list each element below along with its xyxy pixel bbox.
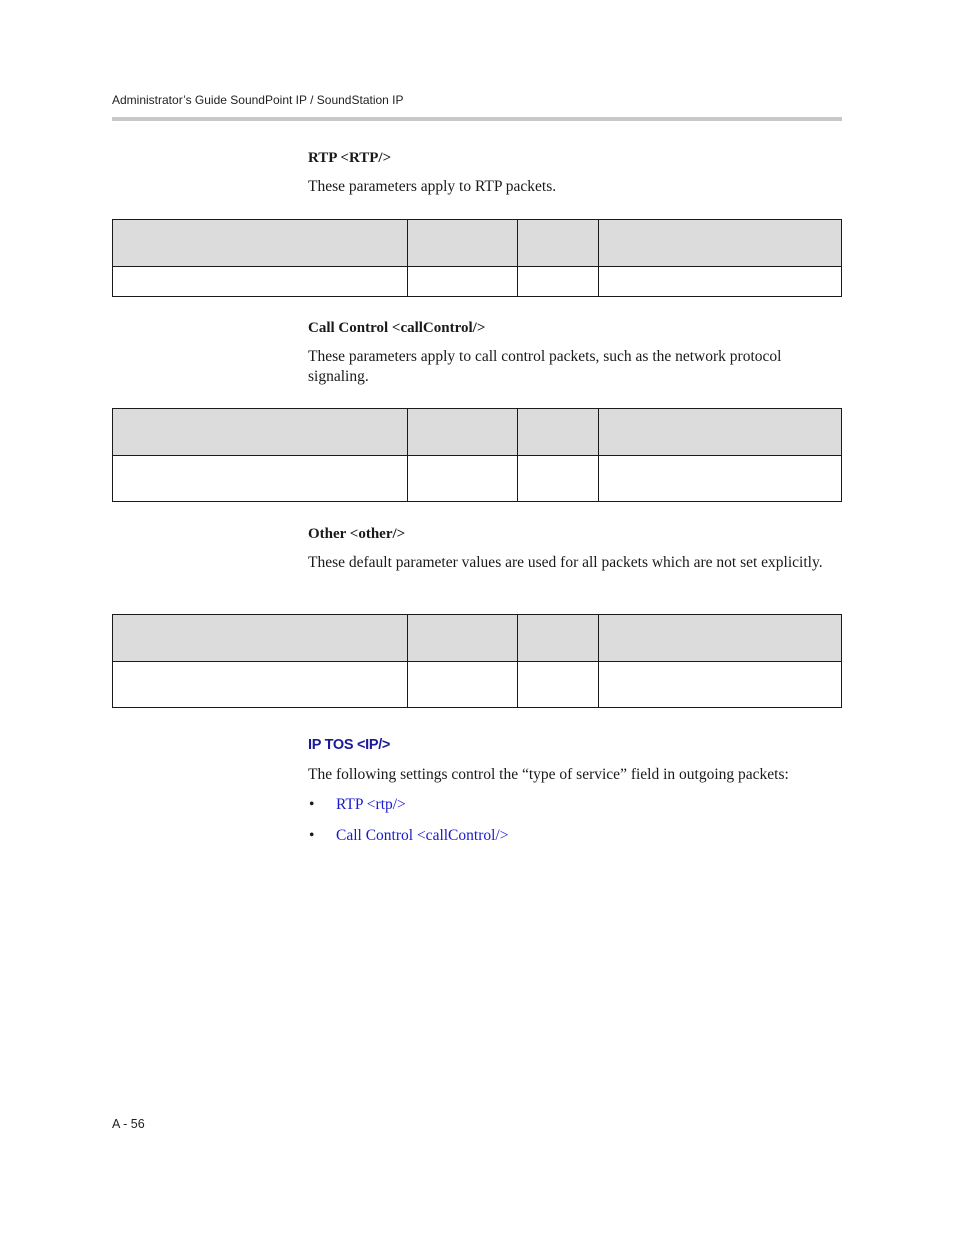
table-row — [113, 267, 842, 297]
table-header-row — [113, 409, 842, 456]
table-header-cell — [518, 615, 599, 662]
page-number: A - 56 — [112, 1117, 145, 1131]
table-header-cell — [599, 615, 842, 662]
other-heading: Other <other/> — [308, 526, 406, 542]
other-table — [112, 614, 842, 708]
table-header-cell — [113, 615, 408, 662]
table-cell — [113, 662, 408, 708]
table-header-cell — [599, 409, 842, 456]
table-cell — [113, 267, 408, 297]
table-cell — [113, 456, 408, 502]
table-header-cell — [113, 409, 408, 456]
table-cell — [408, 662, 518, 708]
table-cell — [599, 662, 842, 708]
bullet-icon: • — [309, 827, 315, 844]
table-row — [113, 456, 842, 502]
ip-tos-description: The following settings control the “type of service” field in outgoing packets: — [308, 766, 789, 783]
table-cell — [518, 662, 599, 708]
table-cell — [599, 456, 842, 502]
call-control-link[interactable]: Call Control <callControl/> — [336, 827, 509, 844]
table-header-cell — [408, 220, 518, 267]
table-cell — [518, 456, 599, 502]
rtp-link[interactable]: RTP <rtp/> — [336, 796, 406, 813]
other-description: These default parameter values are used for all packets which are not set explicitly. — [308, 554, 823, 571]
table-cell — [408, 456, 518, 502]
running-header: Administrator’s Guide SoundPoint IP / SoundStation IP — [112, 93, 404, 107]
bullet-icon: • — [309, 796, 315, 813]
rtp-table — [112, 219, 842, 297]
call-control-description: These parameters apply to call control packets, such as the network protocol signaling. — [308, 348, 782, 385]
header-rule — [112, 117, 842, 121]
ip-tos-heading: IP TOS <IP/> — [308, 737, 391, 753]
rtp-description: These parameters apply to RTP packets. — [308, 178, 557, 195]
table-header-cell — [408, 615, 518, 662]
table-header-cell — [599, 220, 842, 267]
table-cell — [599, 267, 842, 297]
table-header-row — [113, 220, 842, 267]
call-control-table — [112, 408, 842, 502]
table-row — [113, 662, 842, 708]
table-header-row — [113, 615, 842, 662]
rtp-heading: RTP <RTP/> — [308, 150, 392, 166]
table-cell — [518, 267, 599, 297]
table-header-cell — [113, 220, 408, 267]
table-cell — [408, 267, 518, 297]
table-header-cell — [518, 220, 599, 267]
table-header-cell — [408, 409, 518, 456]
table-header-cell — [518, 409, 599, 456]
call-control-heading: Call Control <callControl/> — [308, 320, 486, 336]
